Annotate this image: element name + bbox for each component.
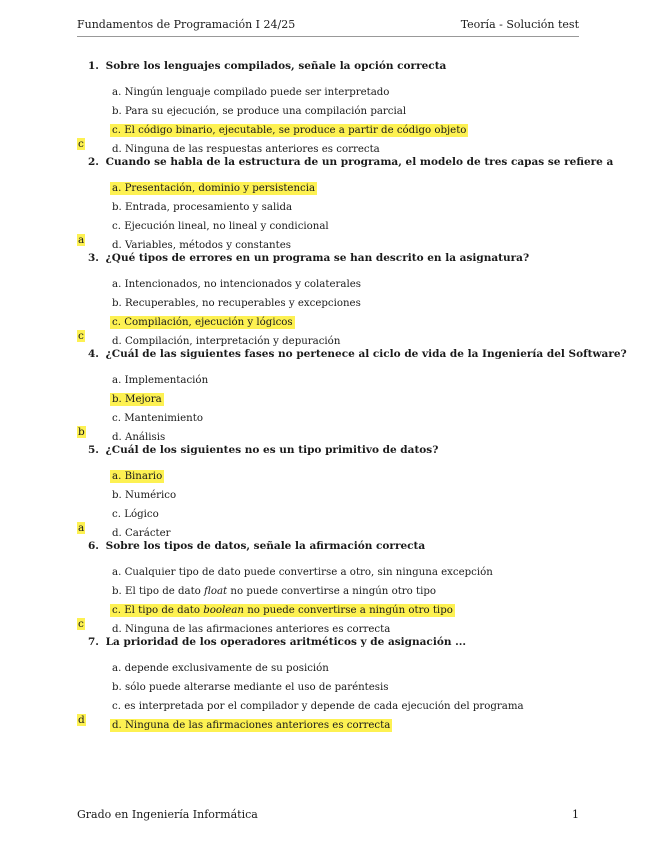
question: [0, 444, 655, 540]
option-letter: c.: [112, 221, 121, 232]
page-footer: [77, 808, 579, 821]
option-text: es interpretada por el compilador y depende de cada ejecución del programa: [124, 701, 524, 712]
option: [112, 701, 524, 712]
answer-key: c: [78, 138, 84, 150]
answer-key: b: [78, 426, 85, 438]
option-text: Carácter: [125, 528, 171, 539]
option: [112, 87, 389, 98]
option-list: [112, 368, 208, 444]
option-text: Ninguna de las afirmaciones anteriores es correcta: [125, 720, 391, 731]
option: [112, 336, 340, 347]
correct-option: [110, 719, 392, 732]
question-title: [88, 636, 466, 648]
option-letter: a.: [112, 663, 122, 674]
option-text-italic: float: [204, 586, 228, 597]
question-title: [88, 60, 446, 72]
option-text: Ejecución lineal, no lineal y condicional: [124, 221, 329, 232]
option-letter: d.: [112, 240, 122, 251]
question-text: La prioridad de los operadores aritméticos y de asignación ...: [105, 636, 467, 648]
option-text: Intencionados, no intencionados y colaterales: [124, 279, 361, 290]
option: [112, 490, 176, 501]
answer-key: c: [78, 330, 84, 342]
option: [112, 586, 436, 597]
option: [112, 509, 159, 520]
option: [112, 624, 390, 635]
option-text: Compilación, ejecución y lógicos: [124, 317, 293, 328]
document-title: Teoría - Solución test: [460, 18, 579, 31]
question-title: [88, 444, 438, 456]
header-rule: [77, 36, 579, 37]
option-text-italic: boolean: [203, 605, 244, 616]
option-text: Ninguna de las respuestas anteriores es correcta: [125, 144, 380, 155]
option-list: [112, 80, 468, 156]
option-letter: c.: [112, 125, 121, 136]
option-letter: a.: [112, 183, 122, 194]
option-list: [112, 272, 361, 348]
option-text: Numérico: [125, 490, 177, 501]
option: [112, 663, 329, 674]
option-letter: c.: [112, 317, 121, 328]
option: [112, 279, 361, 290]
option-text: no puede convertirse a ningún otro tipo: [243, 605, 453, 616]
option-letter: a.: [112, 567, 122, 578]
option-letter: a.: [112, 471, 122, 482]
option-letter: d.: [112, 432, 122, 443]
option-letter: d.: [112, 720, 122, 731]
option-letter: d.: [112, 336, 122, 347]
option: [112, 240, 291, 251]
option: [112, 567, 493, 578]
correct-option: [110, 182, 317, 195]
question-number: 6.: [88, 540, 99, 552]
question-number: 7.: [88, 636, 99, 648]
option-list: [112, 656, 524, 732]
option-text: Análisis: [125, 432, 166, 443]
question-text: Cuando se habla de la estructura de un programa, el modelo de tres capas se refiere a: [105, 156, 614, 168]
option-letter: c.: [112, 605, 121, 616]
option-text: Entrada, procesamiento y salida: [125, 202, 293, 213]
question-number: 4.: [88, 348, 99, 360]
question-text: Sobre los tipos de datos, señale la afirmación correcta: [105, 540, 426, 552]
option-text: Ningún lenguaje compilado puede ser interpretado: [124, 87, 390, 98]
option-text: Binario: [124, 471, 163, 482]
option-text: El código binario, ejecutable, se produce a partir de código objeto: [124, 125, 467, 136]
option-letter: b.: [112, 298, 122, 309]
option-text: Mantenimiento: [124, 413, 203, 424]
question-text: Sobre los lenguajes compilados, señale la opción correcta: [105, 60, 447, 72]
question-text: ¿Cuál de las siguientes fases no pertenece al ciclo de vida de la Ingeniería del Software?: [105, 348, 627, 360]
option-text: Variables, métodos y constantes: [125, 240, 291, 251]
option-letter: b.: [112, 394, 122, 405]
option-text: Implementación: [124, 375, 209, 386]
option-text: sólo puede alterarse mediante el uso de paréntesis: [125, 682, 389, 693]
question: [0, 156, 655, 252]
question-title: [88, 540, 425, 552]
option-letter: d.: [112, 624, 122, 635]
option-text: El tipo de dato: [124, 605, 204, 616]
question: [0, 252, 655, 348]
option: [112, 432, 165, 443]
question: [0, 540, 655, 636]
question-number: 3.: [88, 252, 99, 264]
page-number: 1: [572, 808, 579, 821]
question: [0, 60, 655, 156]
option-text: Compilación, interpretación y depuración: [125, 336, 341, 347]
option-list: [112, 464, 176, 540]
question-text: ¿Qué tipos de errores en un programa se han descrito en la asignatura?: [105, 252, 530, 264]
option-text: no puede convertirse a ningún otro tipo: [227, 586, 437, 597]
correct-option: [110, 124, 468, 137]
option-letter: d.: [112, 144, 122, 155]
option-text: Mejora: [125, 394, 162, 405]
course-title: Fundamentos de Programación I 24/25: [77, 18, 296, 31]
question-title: [88, 156, 613, 168]
question: [0, 348, 655, 444]
option-letter: c.: [112, 413, 121, 424]
option-text: Para su ejecución, se produce una compilación parcial: [125, 106, 407, 117]
answer-key: a: [78, 522, 85, 534]
option-letter: a.: [112, 87, 122, 98]
option: [112, 528, 171, 539]
question: [0, 636, 655, 732]
question-title: [88, 348, 627, 360]
option: [112, 202, 292, 213]
option-text: depende exclusivamente de su posición: [124, 663, 329, 674]
option-text: Recuperables, no recuperables y excepciones: [125, 298, 361, 309]
answer-key: d: [78, 714, 85, 726]
option-letter: b.: [112, 490, 122, 501]
option: [112, 106, 406, 117]
option-text: El tipo de dato: [125, 586, 205, 597]
correct-option: [110, 393, 164, 406]
question-number: 2.: [88, 156, 99, 168]
question-number: 5.: [88, 444, 99, 456]
option-text: Ninguna de las afirmaciones anteriores es correcta: [125, 624, 391, 635]
option-letter: c.: [112, 701, 121, 712]
option-list: [112, 560, 493, 636]
option-text: Cualquier tipo de dato puede convertirse a otro, sin ninguna excepción: [124, 567, 493, 578]
question-number: 1.: [88, 60, 99, 72]
option-letter: d.: [112, 528, 122, 539]
option: [112, 413, 203, 424]
answer-key: a: [78, 234, 85, 246]
page-header: [77, 18, 579, 34]
option-letter: b.: [112, 682, 122, 693]
question-list: [0, 60, 655, 732]
option: [112, 221, 329, 232]
correct-option: [110, 316, 295, 329]
question-text: ¿Cuál de los siguientes no es un tipo primitivo de datos?: [105, 444, 439, 456]
option: [112, 682, 389, 693]
option-letter: a.: [112, 279, 122, 290]
question-title: [88, 252, 529, 264]
option-letter: c.: [112, 509, 121, 520]
option-list: [112, 176, 329, 252]
option: [112, 144, 380, 155]
option-text: Lógico: [124, 509, 159, 520]
correct-option: [110, 470, 164, 483]
option-text: Presentación, dominio y persistencia: [124, 183, 316, 194]
option-letter: a.: [112, 375, 122, 386]
option-letter: b.: [112, 106, 122, 117]
option: [112, 375, 208, 386]
correct-option: [110, 604, 455, 617]
answer-key: c: [78, 618, 84, 630]
degree-name: Grado en Ingeniería Informática: [77, 808, 258, 821]
option-letter: b.: [112, 202, 122, 213]
option: [112, 298, 361, 309]
option-letter: b.: [112, 586, 122, 597]
